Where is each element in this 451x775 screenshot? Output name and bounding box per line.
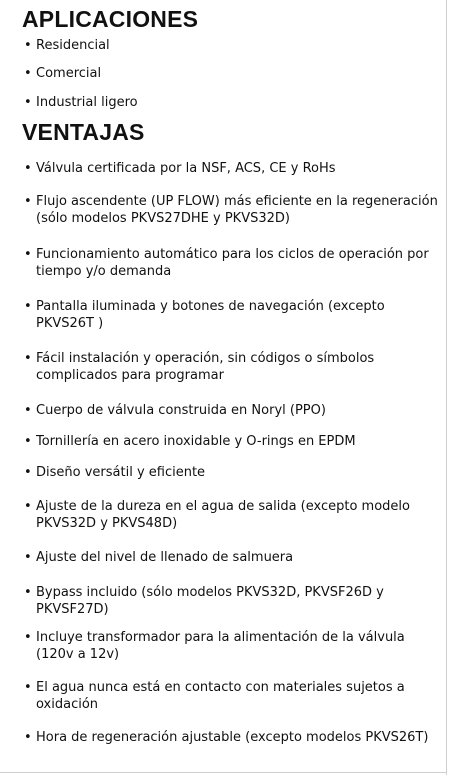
aplicaciones-item [24, 94, 440, 111]
bullet-icon: • [24, 403, 32, 418]
bullet-icon: • [24, 66, 32, 81]
ventajas-item-text: Diseño versátil y eficiente [36, 465, 206, 480]
bullet-icon: • [24, 351, 32, 366]
bullet-icon: • [24, 630, 32, 645]
ventajas-item-text: Incluye transformador para la alimentación de la válvula (120v a 12v) [36, 630, 405, 662]
bullet-icon: • [24, 299, 32, 314]
ventajas-item [24, 464, 440, 481]
ventajas-item [24, 298, 440, 332]
ventajas-heading: VENTAJAS [22, 119, 145, 145]
aplicaciones-item [24, 37, 440, 54]
ventajas-item-text: Flujo ascendente (UP FLOW) más eficiente en la regeneración (sólo modelos PKVS27DHE y PKVS32D) [36, 194, 438, 226]
bullet-icon: • [24, 247, 32, 262]
ventajas-item [24, 433, 440, 450]
bullet-icon: • [24, 499, 32, 514]
ventajas-item [24, 729, 440, 746]
ventajas-item-text: Ajuste de la dureza en el agua de salida (excepto modelo PKVS32D y PKVS48D) [36, 499, 410, 531]
ventajas-item-text: Ajuste del nivel de llenado de salmuera [36, 550, 294, 565]
ventajas-item-text: Pantalla iluminada y botones de navegación (excepto PKVS26T ) [36, 299, 385, 331]
ventajas-item-text: Fácil instalación y operación, sin códigos o símbolos complicados para programar [36, 351, 375, 383]
bullet-icon: • [24, 730, 32, 745]
ventajas-item-text: Funcionamiento automático para los ciclos de operación por tiempo y/o demanda [36, 247, 429, 279]
bullet-icon: • [24, 465, 32, 480]
ventajas-item [24, 402, 440, 419]
frame-border-bottom [0, 772, 447, 773]
ventajas-item [24, 679, 440, 713]
frame-border-right [446, 0, 447, 775]
ventajas-item [24, 498, 440, 532]
aplicaciones-item-text: Residencial [36, 38, 110, 53]
ventajas-item-text: Tornillería en acero inoxidable y O-rings en EPDM [36, 434, 356, 449]
bullet-icon: • [24, 161, 32, 176]
aplicaciones-item-text: Comercial [36, 66, 102, 81]
aplicaciones-item-text: Industrial ligero [36, 95, 138, 110]
bullet-icon: • [24, 95, 32, 110]
ventajas-item [24, 629, 440, 663]
ventajas-item [24, 549, 440, 566]
aplicaciones-item [24, 65, 440, 82]
ventajas-item [24, 584, 440, 618]
ventajas-item-text: Válvula certificada por la NSF, ACS, CE y RoHs [36, 161, 336, 176]
ventajas-item [24, 193, 440, 227]
bullet-icon: • [24, 38, 32, 53]
ventajas-item [24, 350, 440, 384]
bullet-icon: • [24, 585, 32, 600]
ventajas-item-text: Cuerpo de válvula construida en Noryl (PPO) [36, 403, 326, 418]
ventajas-item-text: Bypass incluido (sólo modelos PKVS32D, PKVSF26D y PKVSF27D) [36, 585, 384, 617]
bullet-icon: • [24, 680, 32, 695]
ventajas-item [24, 246, 440, 280]
bullet-icon: • [24, 550, 32, 565]
ventajas-item-text: Hora de regeneración ajustable (excepto modelos PKVS26T) [36, 730, 429, 745]
aplicaciones-heading: APLICACIONES [22, 6, 199, 32]
ventajas-item [24, 160, 440, 177]
bullet-icon: • [24, 194, 32, 209]
ventajas-item-text: El agua nunca está en contacto con materiales sujetos a oxidación [36, 680, 405, 712]
bullet-icon: • [24, 434, 32, 449]
